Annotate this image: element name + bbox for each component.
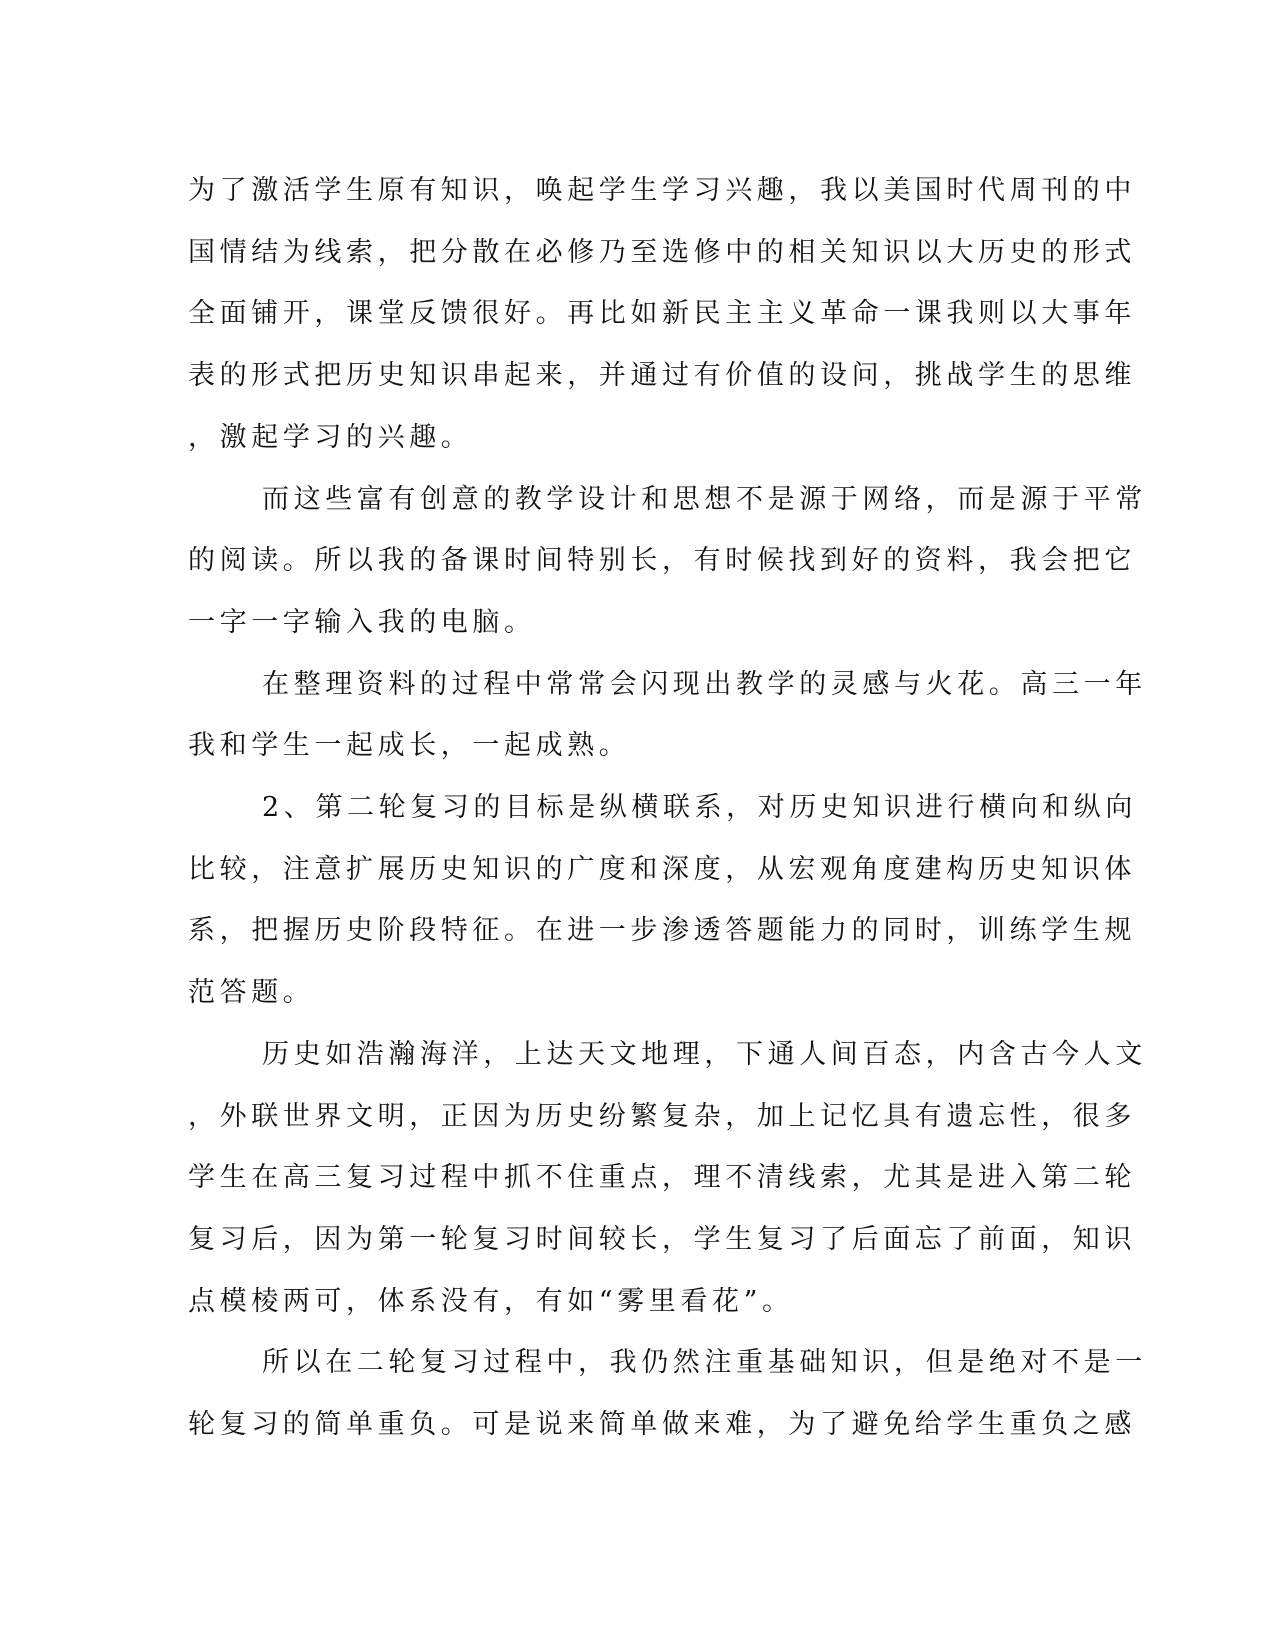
text-line: 2、第二轮复习的目标是纵横联系，对历史知识进行横向和纵向 — [262, 792, 1137, 824]
text-line: 表的形式把历史知识串起来，并通过有价值的设问，挑战学生的思维 — [188, 360, 1136, 392]
paragraph-2 — [188, 469, 1147, 654]
text-line: 而这些富有创意的教学设计和思想不是源于网络，而是源于平常 — [262, 483, 1147, 515]
text-line: 历史如浩瀚海洋，上达天文地理，下通人间百态，内含古今人文 — [262, 1038, 1147, 1070]
text-line: 为了激活学生原有知识，唤起学生学习兴趣，我以美国时代周刊的中 — [188, 175, 1136, 206]
paragraph-6 — [188, 1332, 1147, 1455]
text-line: 范答题。 — [188, 977, 315, 1009]
text-line: 我和学生一起成长，一起成熟。 — [188, 730, 631, 762]
text-line: 点模棱两可，体系没有，有如“雾里看花”。 — [188, 1285, 794, 1317]
text-line: 复习后，因为第一轮复习时间较长，学生复习了后面忘了前面，知识 — [188, 1223, 1136, 1255]
text-line: 所以在二轮复习过程中，我仍然注重基础知识，但是绝对不是一 — [262, 1347, 1147, 1379]
paragraph-5 — [188, 1024, 1147, 1333]
text-line: 在整理资料的过程中常常会闪现出教学的灵感与火花。高三一年 — [262, 668, 1147, 700]
text-line: 一字一字输入我的电脑。 — [188, 606, 536, 638]
text-line: 比较，注意扩展历史知识的广度和深度，从宏观角度建构历史知识体 — [188, 853, 1136, 885]
paragraph-1 — [188, 160, 1136, 469]
text-line: 国情结为线索，把分散在必修乃至选修中的相关知识以大历史的形式 — [188, 236, 1136, 268]
paragraph-3 — [188, 654, 1147, 777]
text-line: 学生在高三复习过程中抓不住重点，理不清线索，尤其是进入第二轮 — [188, 1162, 1136, 1194]
text-line: 全面铺开，课堂反馈很好。再比如新民主主义革命一课我则以大事年 — [188, 298, 1136, 330]
text-line: ，激起学习的兴趣。 — [188, 421, 473, 453]
paragraph-4 — [188, 777, 1137, 1024]
text-line: ，外联世界文明，正因为历史纷繁复杂，加上记忆具有遗忘性，很多 — [188, 1100, 1136, 1132]
text-line: 系，把握历史阶段特征。在进一步渗透答题能力的同时，训练学生规 — [188, 915, 1136, 947]
text-line: 的阅读。所以我的备课时间特别长，有时候找到好的资料，我会把它 — [188, 545, 1136, 577]
document-body — [188, 160, 1147, 1456]
text-line: 轮复习的简单重负。可是说来简单做来难，为了避免给学生重负之感 — [188, 1409, 1136, 1441]
